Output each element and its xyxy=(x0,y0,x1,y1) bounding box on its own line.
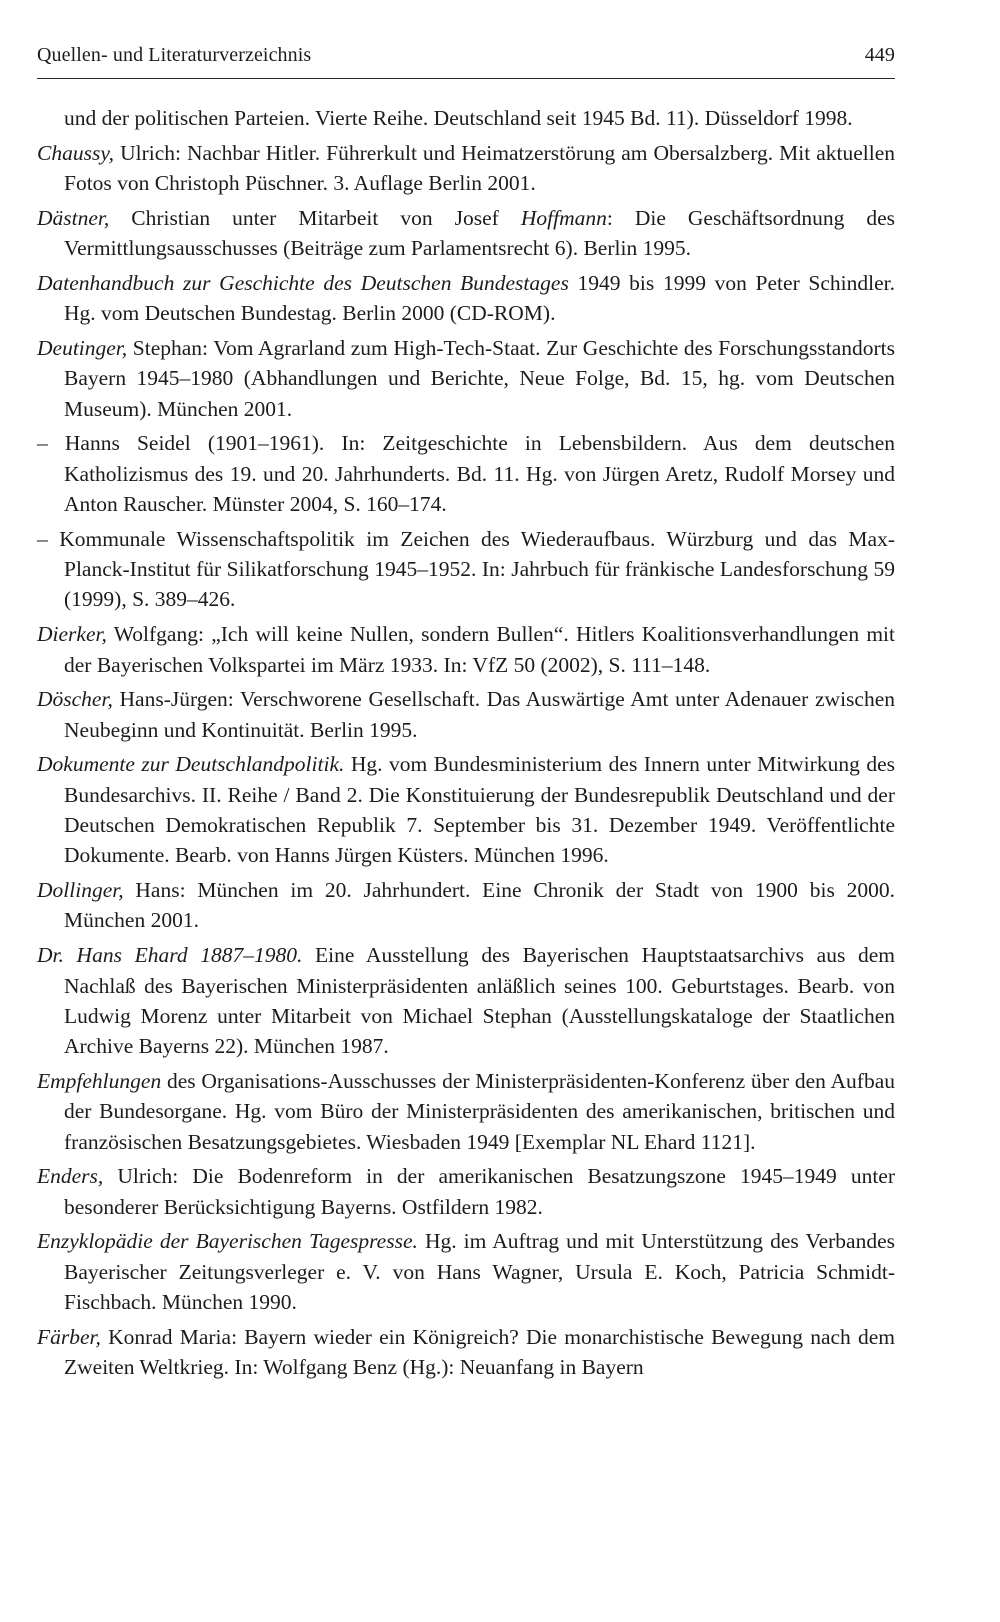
bibliography-entry xyxy=(37,940,895,1061)
entry-text: – Hanns Seidel (1901–1961). In: Zeitgeschichte in Lebensbildern. Aus dem deutschen Katholizismus des 19. und 20. Jahrhunderts. Bd. 11. Hg. von Jürgen Aretz, Rudolf Morsey und Anton Rauscher. Münster 2004, S. 160–174. xyxy=(37,431,895,517)
entry-title: Dr. Hans Ehard 1887–1980. xyxy=(37,943,303,968)
entry-text: Ulrich: Die Bodenreform in der amerikanischen Besatzungszone 1945–1949 unter besonderer Berücksichtigung Bayerns. Ostfildern 1982. xyxy=(64,1164,895,1219)
entry-author: Enders, xyxy=(37,1164,104,1189)
entry-author: Döscher, xyxy=(37,687,113,712)
entry-title: Dokumente zur Deutschlandpolitik. xyxy=(37,752,345,777)
entry-title: Datenhandbuch zur Geschichte des Deutschen Bundestages xyxy=(37,270,569,295)
bibliography-entry xyxy=(37,1322,895,1383)
bibliography-entry xyxy=(37,103,895,133)
entry-text: – Kommunale Wissenschaftspolitik im Zeichen des Wiederaufbaus. Würzburg und das Max-Planck-Institut für Silikatforschung 1945–1952. In: Jahrbuch für fränkische Landesforschung 59 (1999), S. 389–426. xyxy=(37,526,895,612)
entry-author: Dierker, xyxy=(37,622,107,647)
entry-text: 1949 bis 1999 von Peter Schindler. Hg. vom Deutschen Bundestag. Berlin 2000 (CD-ROM). xyxy=(64,270,895,326)
entry-text: Hg. im Auftrag und mit Unterstützung des Verbandes Bayerischer Zeitungsverleger e. V. von Hans Wagner, Ursula E. Koch, Patricia Schmidt-Fischbach. München 1990. xyxy=(64,1229,896,1314)
header-rule xyxy=(37,78,895,79)
entry-author: Deutinger, xyxy=(37,336,128,361)
entry-text: Ulrich: Nachbar Hitler. Führerkult und Heimatzerstörung am Obersalzberg. Mit aktuellen Fotos von Christoph Püschner. 3. Auflage Berlin 2001. xyxy=(64,140,895,196)
bibliography-entry xyxy=(37,1161,895,1222)
bibliography-entry xyxy=(37,268,895,329)
bibliography-list xyxy=(37,103,895,1387)
entry-title: Empfehlungen xyxy=(37,1068,162,1093)
entry-text: Christian unter Mitarbeit von Josef xyxy=(109,205,521,230)
entry-text: : Die Geschäftsordnung des Vermittlungsausschusses (Beiträge zum Parlamentsrecht 6). Berlin 1995. xyxy=(64,205,896,261)
running-title: Quellen- und Literaturverzeichnis xyxy=(37,44,312,66)
bibliography-entry xyxy=(37,333,895,424)
bibliography-entry xyxy=(37,428,895,519)
entry-text: Hans: München im 20. Jahrhundert. Eine Chronik der Stadt von 1900 bis 2000. München 2001. xyxy=(64,878,895,933)
entry-text: Hg. vom Bundesministerium des Innern unter Mitwirkung des Bundesarchivs. II. Reihe / Band 2. Die Konstituierung der Bundesrepublik Deutschland und der Deutschen Demokratischen Republik 7. September bis 31. Dezember 1949. Veröffentlichte Dokumente. Bearb. von Hanns Jürgen Küsters. München 1996. xyxy=(64,752,895,868)
entry-author: Chaussy, xyxy=(37,140,115,165)
bibliography-entry xyxy=(37,875,895,936)
entry-title: Enzyklopädie der Bayerischen Tagespresse. xyxy=(37,1229,418,1254)
bibliography-entry xyxy=(37,1226,895,1317)
bibliography-entry xyxy=(37,684,895,745)
entry-text: Eine Ausstellung des Bayerischen Hauptstaatsarchivs aus dem Nachlaß des Bayerischen Ministerpräsidenten anläßlich seines 100. Geburtstages. Bearb. von Ludwig Morenz unter Mitarbeit von Michael Stephan (Ausstellungskataloge der Staatlichen Archive Bayerns 22). München 1987. xyxy=(64,943,895,1059)
entry-author: Dollinger, xyxy=(37,878,124,903)
bibliography-entry xyxy=(37,524,895,615)
entry-text: Hans-Jürgen: Verschworene Gesellschaft. Das Auswärtige Amt unter Adenauer zwischen Neubeginn und Kontinuität. Berlin 1995. xyxy=(64,687,895,742)
bibliography-entry xyxy=(37,619,895,680)
bibliography-entry xyxy=(37,1066,895,1157)
entry-author: Dästner, xyxy=(37,205,110,230)
entry-text: Konrad Maria: Bayern wieder ein Königreich? Die monarchistische Bewegung nach dem Zweiten Weltkrieg. In: Wolfgang Benz (Hg.): Neuanfang in Bayern xyxy=(64,1324,895,1380)
page-header xyxy=(37,44,895,67)
entry-text: Wolfgang: „Ich will keine Nullen, sondern Bullen“. Hitlers Koalitionsverhandlungen mit der Bayerischen Volkspartei im März 1933. In: VfZ 50 (2002), S. 111–148. xyxy=(64,622,895,677)
entry-text: und der politischen Parteien. Vierte Reihe. Deutschland seit 1945 Bd. 11). Düsseldorf 1998. xyxy=(64,106,853,130)
entry-text: Stephan: Vom Agrarland zum High-Tech-Staat. Zur Geschichte des Forschungsstandorts Bayern 1945–1980 (Abhandlungen und Berichte, Neue Folge, Bd. 15, hg. vom Deutschen Museum). München 2001. xyxy=(64,336,895,421)
bibliography-entry xyxy=(37,203,895,264)
entry-coauthor: Hoffmann xyxy=(520,205,607,230)
entry-text: des Organisations-Ausschusses der Ministerpräsidenten-Konferenz über den Aufbau der Bundesorgane. Hg. vom Büro der Ministerpräsidenten des amerikanischen, britischen und französischen Besatzungsgebietes. Wiesbaden 1949 [Exemplar NL Ehard 1121]. xyxy=(64,1068,895,1154)
page-number: 449 xyxy=(864,44,895,66)
bibliography-entry xyxy=(37,749,895,870)
bibliography-entry xyxy=(37,138,895,199)
entry-author: Färber, xyxy=(37,1324,101,1349)
